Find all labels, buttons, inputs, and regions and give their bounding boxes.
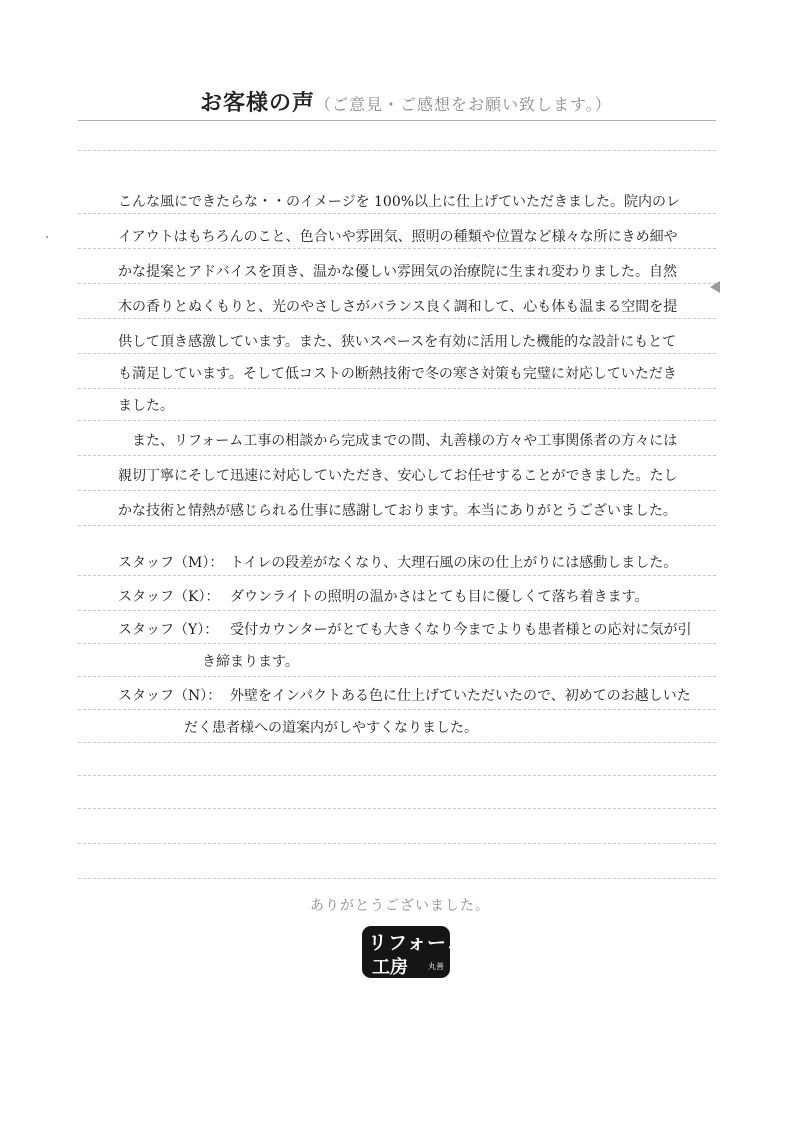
ruled-line xyxy=(78,709,716,710)
staff-comment-y-cont: き締まります。 xyxy=(202,654,299,670)
title-underline xyxy=(78,120,716,121)
staff-comment-n-cont: だく患者様への道案内がしやすくなりました。 xyxy=(184,720,478,736)
paragraph-line: 木の香りとぬくもりと、光のやさしさがバランス良く調和して、心も体も温まる空間を提 xyxy=(118,299,678,315)
company-logo xyxy=(362,926,468,978)
ruled-line xyxy=(78,318,716,319)
ruled-line xyxy=(78,808,716,809)
title-subtitle: （ご意見・ご感想をお願い致します。） xyxy=(315,95,612,114)
paragraph-line: また、リフォーム工事の相談から完成までの間、丸善様の方々や工事関係者の方々には xyxy=(118,433,678,449)
margin-marker xyxy=(710,281,720,293)
paragraph-line: かな技術と情熱が感じられる仕事に感謝しております。本当にありがとうございました。 xyxy=(118,503,677,519)
ruled-line xyxy=(78,150,716,151)
ruled-line xyxy=(78,283,716,284)
page-title xyxy=(200,86,720,118)
ruled-line xyxy=(78,610,716,611)
paragraph-line: イアウトはもちろんのこと、色合いや雰囲気、照明の種類や位置など様々な所にきめ細や xyxy=(118,229,678,245)
ruled-line xyxy=(78,775,716,776)
staff-comment-k: ダウンライトの照明の温かさはとても目に優しくて落ち着きます。 xyxy=(230,589,649,605)
ruled-line xyxy=(78,213,716,214)
ruled-line xyxy=(78,455,716,456)
ruled-line xyxy=(78,420,716,421)
logo-text-small: 丸善 xyxy=(428,962,444,971)
staff-label-m: スタッフ（M）： xyxy=(118,555,224,571)
logo-text-top: リフォーム xyxy=(368,932,468,954)
staff-comment-n: 外壁をインパクトある色に仕上げていただいたので、初めてのお越しいた xyxy=(230,688,691,704)
staff-label-k: スタッフ（K）： xyxy=(118,589,220,605)
staff-label-y: スタッフ（Y）： xyxy=(118,622,219,638)
closing-thanks: ありがとうございました。 xyxy=(310,898,490,914)
staff-comment-m: トイレの段差がなくなり、大理石風の床の仕上がりには感動しました。 xyxy=(230,555,678,571)
ruled-line xyxy=(78,878,716,879)
ruled-line xyxy=(78,742,716,743)
ruled-line xyxy=(78,676,716,677)
logo-text-bottom: 工房 xyxy=(372,957,408,978)
ruled-line xyxy=(78,490,716,491)
paragraph-line: ました。 xyxy=(118,398,174,414)
ruled-line xyxy=(78,843,716,844)
ruled-line xyxy=(78,388,716,389)
ruled-line xyxy=(78,575,716,576)
title-main: お客様の声 xyxy=(200,91,316,116)
paragraph-line: 親切丁寧にそして迅速に対応していただき、安心してお任せすることができました。たし xyxy=(118,468,678,484)
paragraph-line: も満足しています。そして低コストの断熱技術で冬の寒さ対策も完璧に対応していただき xyxy=(118,366,677,382)
ruled-line xyxy=(78,248,716,249)
ruled-line xyxy=(78,643,716,644)
paragraph-line: かな提案とアドバイスを頂き、温かな優しい雰囲気の治療院に生まれ変わりました。自然 xyxy=(118,264,678,280)
paragraph-line: 供して頂き感激しています。また、狭いスペースを有効に活用した機能的な設計にもとて xyxy=(118,334,677,350)
paragraph-line: こんな風にできたらな・・のイメージを 100%以上に仕上げていただきました。院内のレ xyxy=(118,194,681,210)
scan-speck xyxy=(46,236,48,238)
ruled-line xyxy=(78,353,716,354)
staff-comment-y: 受付カウンターがとても大きくなり今までよりも患者様との応対に気が引 xyxy=(230,622,692,638)
ruled-line xyxy=(78,525,716,526)
staff-label-n: スタッフ（N）： xyxy=(118,688,222,704)
